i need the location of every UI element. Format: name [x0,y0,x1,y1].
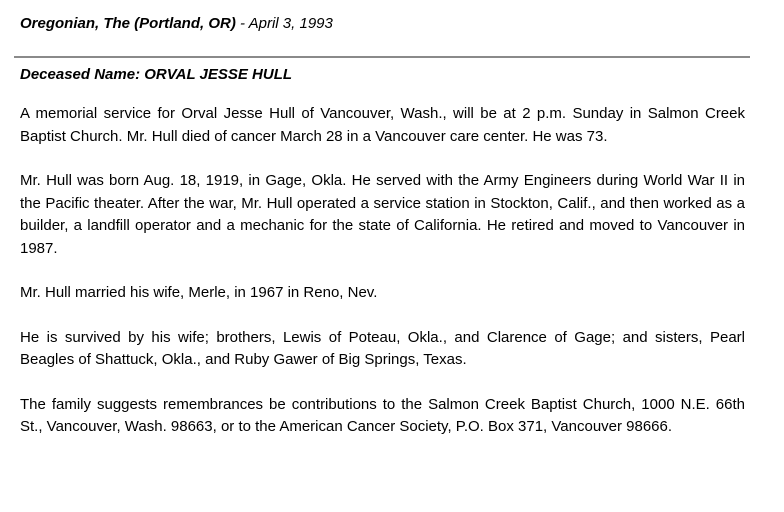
publication-date: April 3, 1993 [248,15,333,32]
source-separator: - [235,15,249,32]
deceased-name-line [20,65,292,85]
source-line [20,14,333,34]
paragraph-marriage: Mr. Hull married his wife, Merle, in 1967 in Reno, Nev. [20,284,378,301]
deceased-name: ORVAL JESSE HULL [144,66,293,83]
header-divider [14,56,750,58]
obituary-body [20,103,745,461]
paragraph-memorial: A memorial service for Orval Jesse Hull of Vancouver, Wash., will be at 2 p.m. Sunday in Salmon Creek Baptist Church. Mr. Hull died of cancer March 28 in a Vancouver care center. He was 73. [20,105,745,145]
deceased-label: Deceased Name: [20,66,145,83]
paragraph-biography: Mr. Hull was born Aug. 18, 1919, in Gage, Okla. He served with the Army Engineers during World War II in the Pacific theater. After the war, Mr. Hull operated a service station in Stockton, Calif., and then worked as a builder, a landfill operator and a mechanic for the state of California. He retired and moved to Vancouver in 1987. [20,172,745,257]
paragraph-survivors: He is survived by his wife; brothers, Lewis of Poteau, Okla., and Clarence of Gage; and sisters, Pearl Beagles of Shattuck, Okla., and Ruby Gawer of Big Springs, Texas. [20,328,745,368]
paragraph-remembrances: The family suggests remembrances be contributions to the Salmon Creek Baptist Church, 1000 N.E. 66th St., Vancouver, Wash. 98663, or to the American Cancer Society, P.O. Box 371, Vancouver 98666. [20,395,745,435]
publication-name: Oregonian, The (Portland, OR) [20,15,236,32]
